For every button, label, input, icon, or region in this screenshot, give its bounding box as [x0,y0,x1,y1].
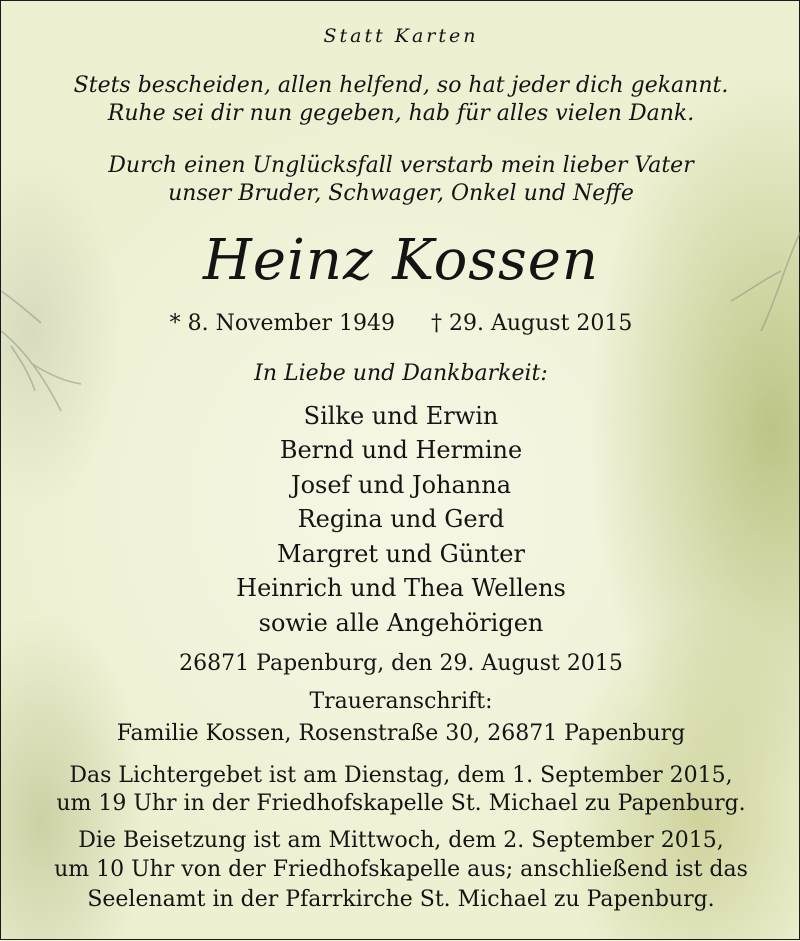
death-cross-symbol: † [430,311,442,336]
prayer-line-1: Das Lichtergebet ist am Dienstag, dem 1. September 2015, [69,763,733,788]
verse-line-1: Stets bescheiden, allen helfend, so hat jeder dich gekannt. [73,73,729,98]
deceased-name: Heinz Kossen [203,228,599,293]
place-and-date: 26871 Papenburg, den 29. August 2015 [179,651,623,676]
birth-date: 8. November 1949 [187,311,395,336]
mourner-line: Silke und Erwin [303,402,499,430]
header-statt-karten: Statt Karten [323,25,479,47]
birth-symbol: * [169,311,181,336]
mourner-line: Regina und Gerd [297,505,505,533]
intro-line-1: Durch einen Unglücksfall verstarb mein lieber Vater [108,153,694,178]
mourner-line: Bernd und Hermine [279,436,523,464]
life-dates [1,310,800,338]
address-label: Traueranschrift: [309,689,493,714]
intro-line-2: unser Bruder, Schwager, Onkel und Neffe [168,181,634,206]
mourner-line: Margret und Günter [277,540,525,568]
mourner-line: Heinrich und Thea Wellens [236,574,566,602]
mourner-line: sowie alle Angehörigen [258,609,544,637]
funeral-line-3: Seelenamt in der Pfarrkirche St. Michael zu Papenburg. [87,887,715,912]
funeral-line-2: um 10 Uhr von der Friedhofskapelle aus; anschließend ist das [54,857,748,882]
mourner-line: Josef und Johanna [290,471,512,499]
death-date: 29. August 2015 [448,311,633,336]
mourning-address: Familie Kossen, Rosenstraße 30, 26871 Papenburg [116,721,686,746]
mourners-heading: In Liebe und Dankbarkeit: [254,361,548,386]
prayer-line-2: um 19 Uhr in der Friedhofskapelle St. Michael zu Papenburg. [56,791,746,816]
funeral-line-1: Die Beisetzung ist am Mittwoch, dem 2. September 2015, [78,828,724,853]
verse-line-2: Ruhe sei dir nun gegeben, hab für alles vielen Dank. [107,101,695,126]
